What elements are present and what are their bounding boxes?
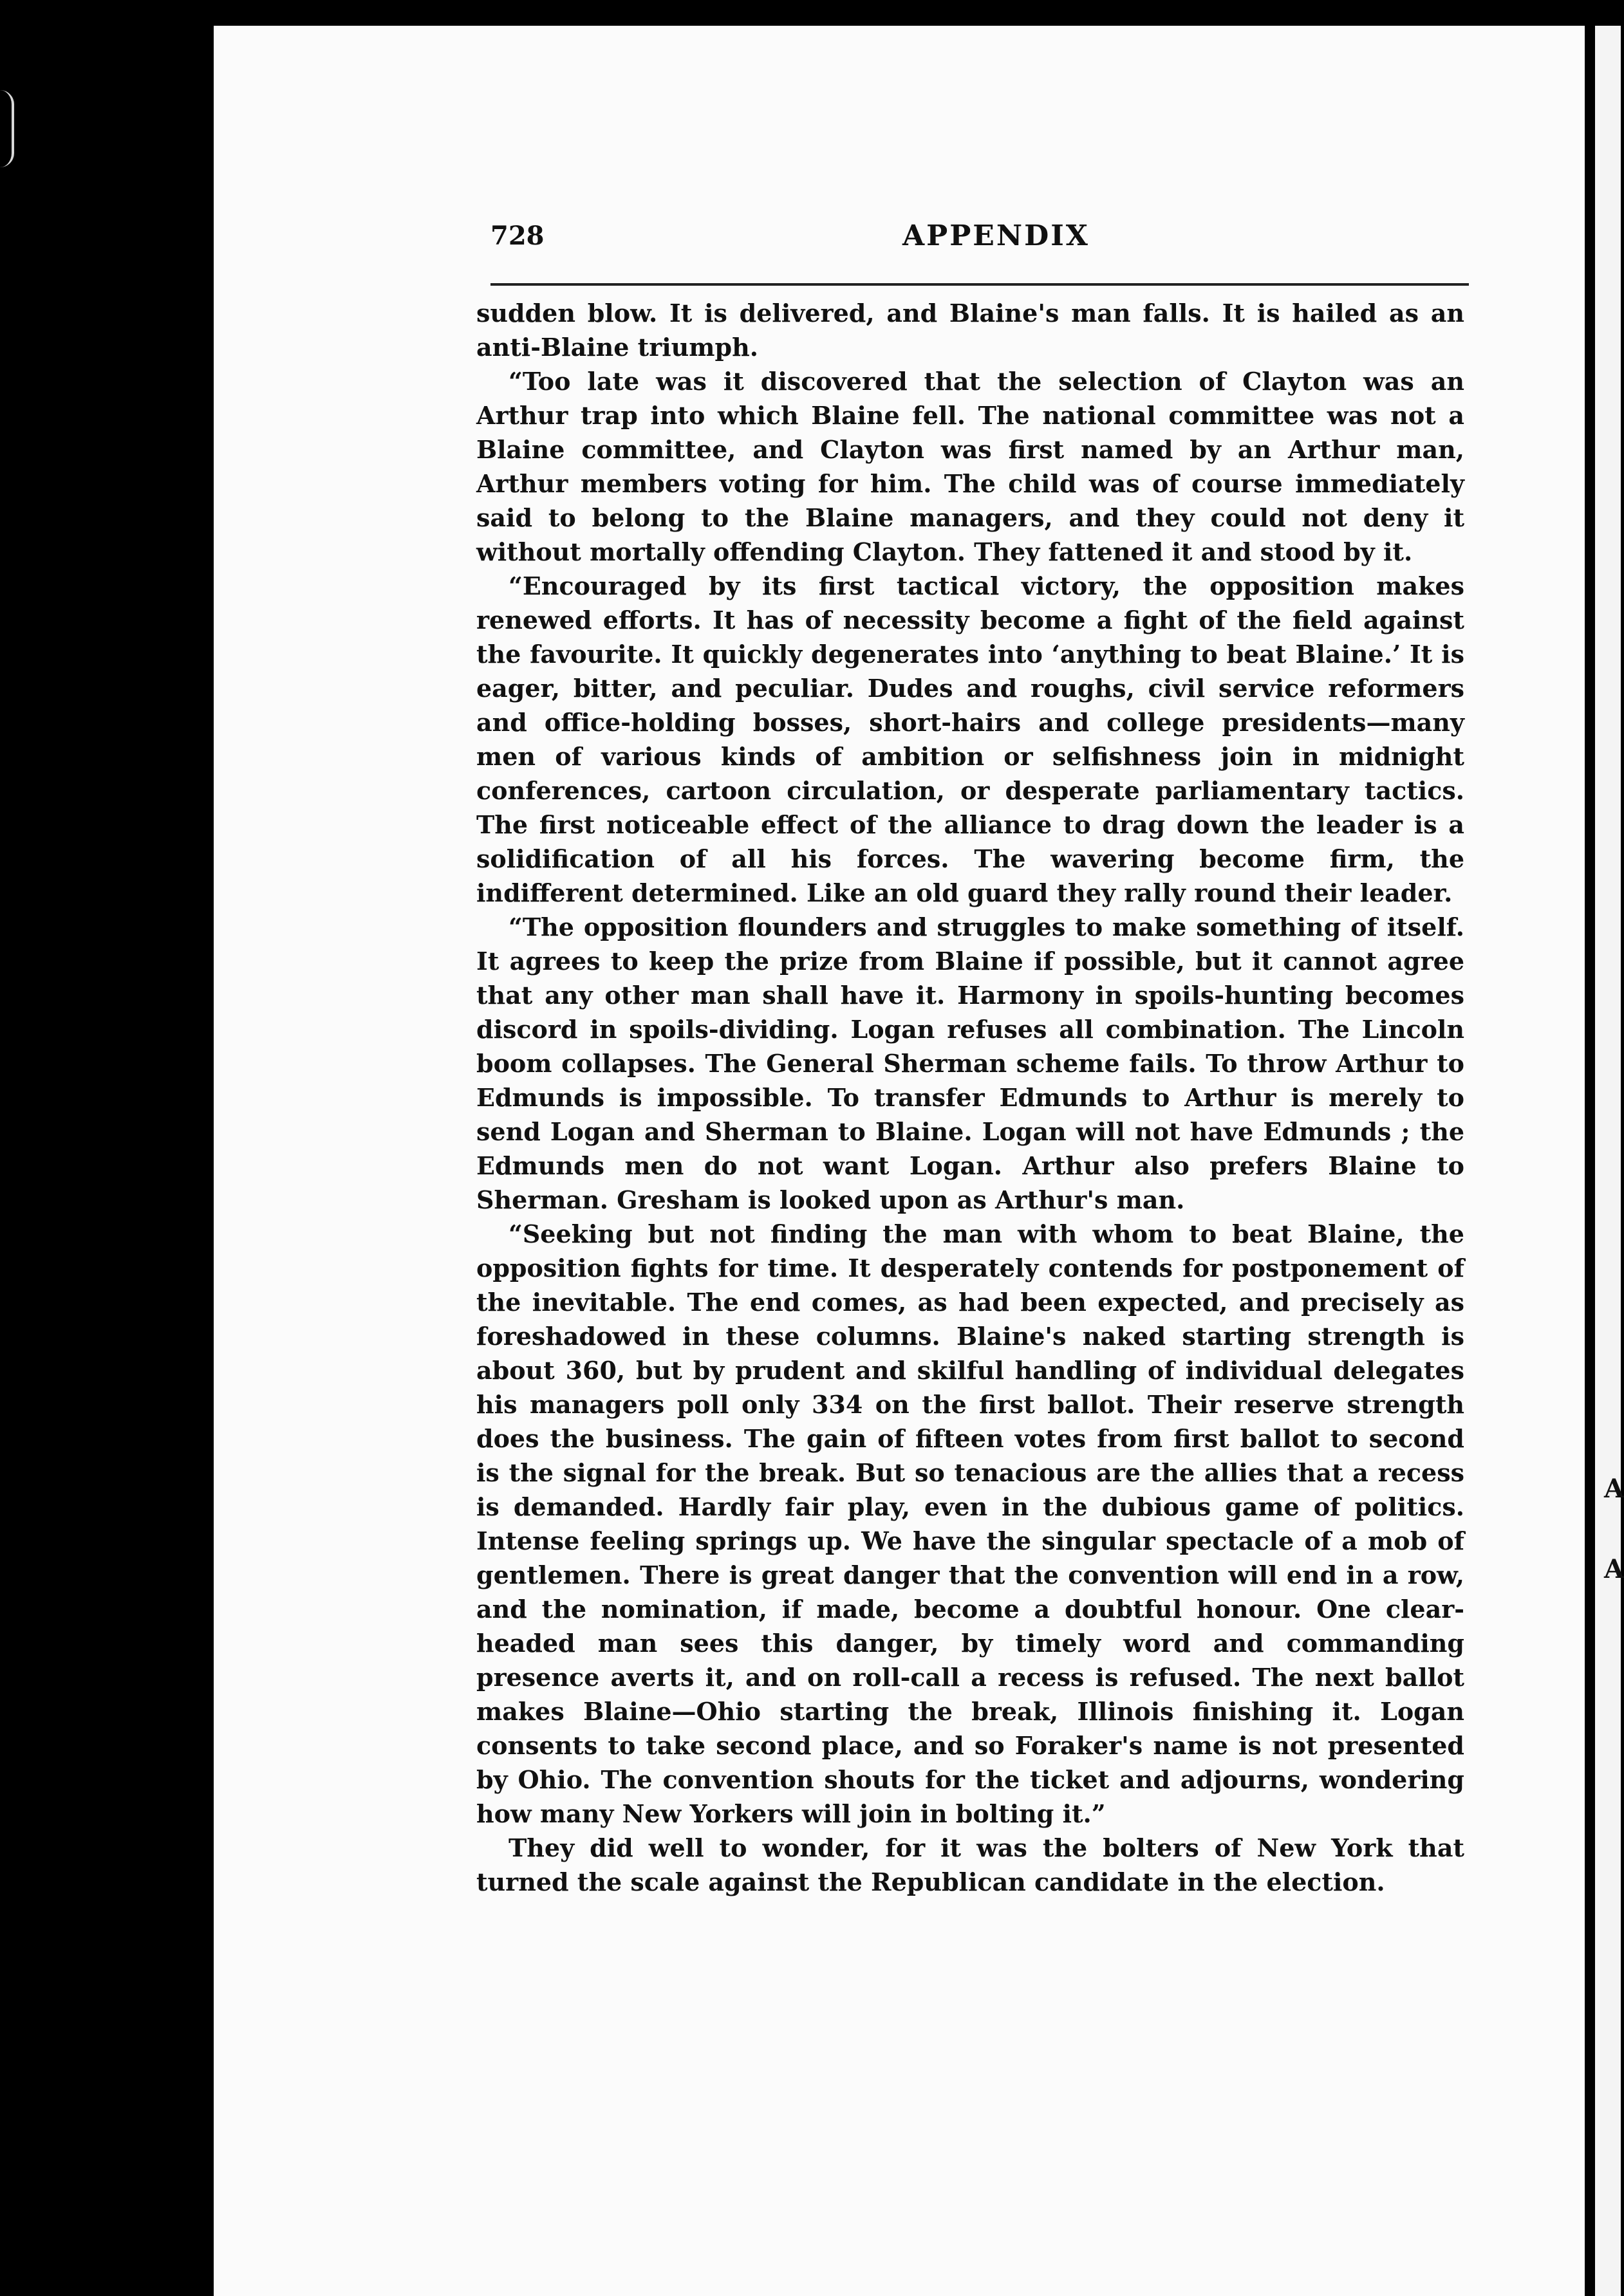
body-text xyxy=(476,296,1464,1899)
paragraph: “The opposition flounders and struggles to make something of itself. It agrees to keep the prize from Blaine if possible, but it cannot agree that any other man shall have it. Harmony in spoils-hunting becomes discord in spoils-dividing. Logan refuses all combination. The Lincoln boom collapses. The General Sherman scheme fails. To throw Arthur to Edmunds is impossible. To transfer Edmunds to Arthur is merely to send Logan and Sherman to Blaine. Logan will not have Edmunds ; the Edmunds men do not want Logan. Arthur also prefers Blaine to Sherman. Gresham is looked upon as Arthur's man. xyxy=(476,912,1464,1214)
next-page-letter: A xyxy=(1604,1554,1624,1584)
header-rule xyxy=(490,283,1469,286)
paragraph: “Seeking but not finding the man with whom to beat Blaine, the opposition fights for time. It desperately contends for postponement of the inevitable. The end comes, as had been expected, and precisely as foreshadowed in these columns. Blaine's naked starting strength is about 360, but by prudent and skilful handling of individual delegates his managers poll only 334 on the first ballot. Their reserve strength does the business. The gain of fifteen votes from first ballot to second is the signal for the break. But so tenacious are the allies that a recess is demanded. Hardly fair play, even in the dubious game of politics. Intense feeling springs up. We have the singular spectacle of a mob of gentlemen. There is great danger that the convention will end in a row, and the nomination, if made, become a doubtful honour. One clear-headed man sees this danger, by timely word and commanding presence averts it, and on roll-call a recess is refused. The next ballot makes Blaine—Ohio starting the break, Illinois finishing it. Logan consents to take second place, and so Foraker's name is not presented by Ohio. The convention shouts for the ticket and adjourns, wondering how many New Yorkers will join in bolting it.” xyxy=(476,1219,1464,1828)
paragraph: “Encouraged by its first tactical victory, the opposition makes renewed efforts. It has of necessity become a fight of the field against the favourite. It quickly degenerates into ‘anything to beat Blaine.’ It is eager, bitter, and peculiar. Dudes and roughs, civil service reformers and office-holding bosses, short-hairs and college presidents—many men of various kinds of ambition or selfishness join in midnight conferences, cartoon circulation, or desperate parliamentary tactics. The first noticeable effect of the alliance to drag down the leader is a solidification of all his forces. The wavering become firm, the indifferent determined. Like an old guard they rally round their leader. xyxy=(476,571,1464,907)
next-page-letter: A xyxy=(1604,1474,1624,1504)
running-head xyxy=(490,209,1469,273)
paragraph: “Too late was it discovered that the selection of Clayton was an Arthur trap into which Blaine fell. The national committee was not a Blaine committee, and Clayton was first named by an Arthur man, Arthur members voting for him. The child was of course immediately said to belong to the Blaine managers, and they could not deny it without mortally offending Clayton. They fattened it and stood by it. xyxy=(476,367,1464,566)
next-page-edge xyxy=(1595,26,1624,2296)
running-title: APPENDIX xyxy=(902,219,1090,252)
page-number: 728 xyxy=(490,221,545,251)
binding-edge-mark xyxy=(0,90,14,167)
paragraph: sudden blow. It is delivered, and Blaine's man falls. It is hailed as an anti-Blaine triumph. xyxy=(476,299,1464,362)
paragraph: They did well to wonder, for it was the bolters of New York that turned the scale against the Republican candidate in the election. xyxy=(476,1833,1464,1896)
